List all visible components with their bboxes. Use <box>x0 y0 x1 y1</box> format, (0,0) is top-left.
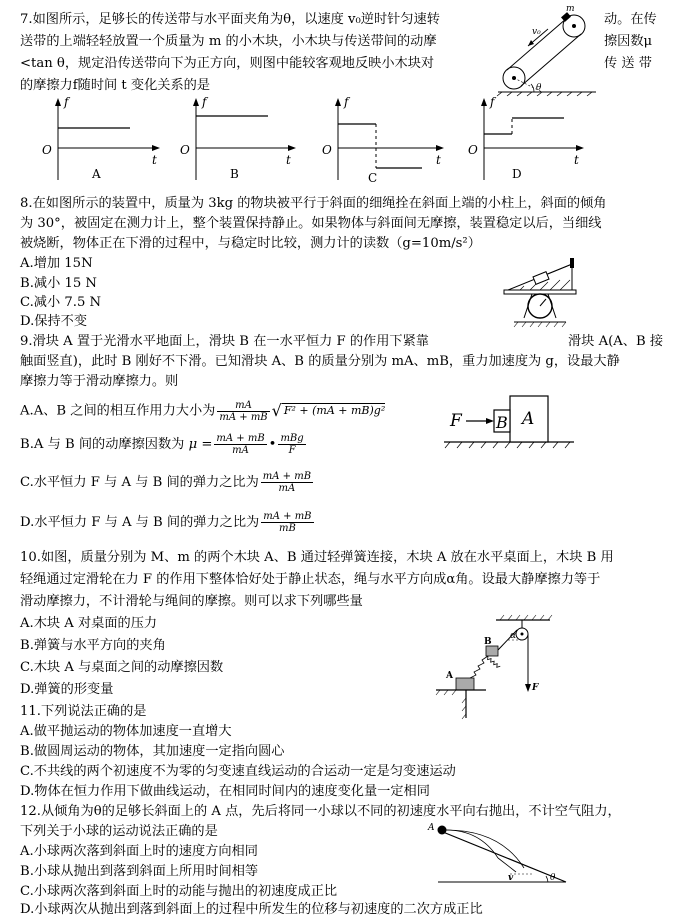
q7-graph-b-label: B <box>230 167 239 181</box>
q9-option-a-radical: √ <box>271 401 282 420</box>
q7-graph-b <box>172 96 302 184</box>
q7-graph-d <box>460 96 590 184</box>
q10-option-a: A.木块 A 对桌面的压力 <box>20 616 158 631</box>
q8-line-2: 为 30°，被固定在测力计上，整个装置保持静止。如果物体与斜面间无摩擦，装置稳定以后，当细线 <box>20 216 602 231</box>
q10-option-c: C.木块 A 与桌面之间的动摩擦因数 <box>20 660 224 675</box>
q7-line-2-right: 擦因数μ <box>604 34 653 49</box>
q9-option-c-denominator: mA <box>278 483 296 494</box>
q7-graph-b-o: O <box>180 143 190 157</box>
q9-line-3: 摩擦力等于滑动摩擦力。则 <box>20 374 179 389</box>
q9-option-b-numerator-2: mBg <box>280 433 304 444</box>
q9-option-b-prefix: B.A 与 B 间的动摩擦因数为 <box>20 437 185 452</box>
q10-pulley-figure <box>426 612 556 722</box>
q12-option-b: B.小球从抛出到落到斜面上所用时间相等 <box>20 864 259 879</box>
q7-line-4: 的摩擦力f随时间 t 变化关系的是 <box>20 78 211 93</box>
q7-graph-d-label: D <box>512 167 522 181</box>
q7-graph-c-o: O <box>322 143 332 157</box>
q7-graph-b-f: f <box>202 95 207 109</box>
q7-graph-b-t: t <box>286 153 291 167</box>
q10-fig-f: F <box>532 683 539 693</box>
q9-option-b-denominator-1: mA <box>232 445 249 456</box>
q9-option-b-mu: μ = <box>188 437 213 452</box>
q7-graph-d-t: t <box>574 153 579 167</box>
q7-line-2: 送带的上端轻轻放置一个质量为 m 的小木块，小木块与传送带间的动摩 <box>20 34 437 49</box>
q7-graph-a-f: f <box>64 95 69 109</box>
q9-option-b <box>20 430 308 460</box>
q7-graph-a-t: t <box>152 153 157 167</box>
q7-fig-theta: θ <box>536 83 542 93</box>
q11-option-d: D.物体在恒力作用下做曲线运动，在相同时间内的速度变化量一定相同 <box>20 784 430 799</box>
q12-slope-figure <box>420 818 570 888</box>
q11-option-a: A.做平抛运动的物体加速度一直增大 <box>20 724 232 739</box>
q8-option-c: C.减小 7.5 N <box>20 295 102 310</box>
q9-option-d-prefix: D.水平恒力 F 与 A 与 B 间的弹力之比为 <box>20 515 260 530</box>
q12-line-2: 下列关于小球的运动说法正确的是 <box>20 824 218 839</box>
q7-line-3: <tan θ，规定沿传送带向下为正方向，则图中能较客观地反映小木块对 <box>20 56 435 71</box>
q9-option-a-numerator: mA <box>217 400 269 412</box>
q10-option-b: B.弹簧与水平方向的夹角 <box>20 638 166 653</box>
q9-option-a <box>20 396 385 427</box>
q9-option-b-fraction-1 <box>214 433 266 456</box>
q7-graph-c-t: t <box>436 153 441 167</box>
q7-graph-a <box>30 96 165 184</box>
q10-fig-a: A <box>446 671 453 681</box>
q9-option-a-denominator: mA + mB <box>219 411 268 423</box>
q9-option-b-dot: • <box>268 437 277 452</box>
q10-line-3: 滑动摩擦力，不计滑轮与绳间的摩擦。则可以求下列哪些量 <box>20 594 363 609</box>
q12-fig-theta: θ <box>550 873 556 883</box>
q10-fig-b: B <box>484 637 492 647</box>
q7-graph-d-o: O <box>468 143 478 157</box>
q10-line-1: 10.如图，质量分别为 M、m 的两个木块 A、B 通过轻弹簧连接，木块 A 放在水平桌面上，木块 B 用 <box>20 550 614 565</box>
q7-line-1-right: 动。在传 <box>604 12 657 27</box>
q7-graph-d-f: f <box>490 95 495 109</box>
q9-blocks-figure <box>444 392 584 450</box>
q12-option-c: C.小球两次落到斜面上时的动能与抛出的初速度成正比 <box>20 884 338 899</box>
q9-fig-a: A <box>522 409 535 429</box>
q9-option-b-fraction-2 <box>278 433 305 456</box>
q7-fig-m: m <box>566 4 575 14</box>
q9-option-a-fraction <box>217 400 269 423</box>
q9-option-b-denominator-2: F <box>288 445 296 456</box>
q10-fig-alpha: α <box>510 631 517 641</box>
q9-line-1-left: 9.滑块 A 置于光滑水平地面上，滑块 B 在一水平恒力 F 的作用下紧靠 <box>20 334 429 349</box>
q7-graph-c <box>310 96 450 184</box>
q7-graph-a-label: A <box>92 167 101 181</box>
q9-option-d-fraction <box>261 511 313 534</box>
q12-option-d: D.小球两次从抛出到落到斜面上的过程中所发生的位移与初速度的二次方成正比 <box>20 902 483 917</box>
q12-option-a: A.小球两次落到斜面上时的速度方向相同 <box>20 844 258 859</box>
q8-line-1: 8.在如图所示的装置中，质量为 3kg 的物块被平行于斜面的细绳拴在斜面上端的小柱上，斜面的倾角 <box>20 196 607 211</box>
q8-option-a: A.增加 15N <box>20 256 93 271</box>
q9-line-1-right: 滑块 A(A、B 接 <box>568 334 664 349</box>
q9-option-a-prefix: A.A、B 之间的相互作用力大小为 <box>20 403 216 419</box>
q12-fig-a: A <box>428 823 435 833</box>
q9-option-d <box>20 508 316 538</box>
q11-option-b: B.做圆周运动的物体，其加速度一定指向圆心 <box>20 744 285 759</box>
q9-option-c-fraction <box>261 471 313 494</box>
q9-fig-b: B <box>496 413 508 432</box>
q10-option-d: D.弹簧的形变量 <box>20 682 114 697</box>
q12-fig-v: v <box>508 873 514 883</box>
q7-line-1: 7.如图所示，足够长的传送带与水平面夹角为θ，以速度 v₀逆时针匀速转 <box>20 12 440 27</box>
q9-option-d-denominator: mB <box>278 523 296 534</box>
q9-fig-f: F <box>450 411 462 431</box>
q7-conveyor-figure <box>492 4 602 96</box>
q7-graph-c-label: C <box>368 171 378 185</box>
q8-option-b: B.减小 15 N <box>20 276 97 291</box>
q8-line-3: 被烧断，物体正在下滑的过程中，与稳定时比较，测力计的读数（g=10m/s²） <box>20 236 481 251</box>
q8-scale-figure <box>490 250 590 332</box>
q12-line-1: 12.从倾角为θ的足够长斜面上的 A 点，先后将同一小球以不同的初速度水平向右抛出，不计空气阻力， <box>20 804 621 819</box>
q9-option-c <box>20 468 315 498</box>
q7-fig-v0: v₀ <box>532 27 541 37</box>
q7-line-3-right: 传 送 带 <box>604 56 652 71</box>
q11-option-c: C.不共线的两个初速度不为零的匀变速直线运动的合运动一定是匀变速运动 <box>20 764 456 779</box>
q9-line-2: 触面竖直)，此时 B 刚好不下滑。已知滑块 A、B 的质量分别为 mA、mB，重力加速度为 g，设最大静 <box>20 354 620 369</box>
q10-line-2: 轻绳通过定滑轮在力 F 的作用下整体恰好处于静止状态，绳与水平方向成α角。设最大静摩擦力等于 <box>20 572 601 587</box>
q9-option-c-prefix: C.水平恒力 F 与 A 与 B 间的弹力之比为 <box>20 475 259 490</box>
q7-graph-a-o: O <box>42 143 52 157</box>
q9-option-b-numerator-1: mA + mB <box>216 433 265 444</box>
q9-option-a-radicand: F² + (mA + mB)g² <box>283 404 386 417</box>
q9-option-c-numerator: mA + mB <box>262 471 312 482</box>
q7-graph-c-f: f <box>344 95 349 109</box>
q9-option-d-numerator: mA + mB <box>263 511 312 522</box>
q8-option-d: D.保持不变 <box>20 314 88 329</box>
q11-title: 11.下列说法正确的是 <box>20 704 147 719</box>
